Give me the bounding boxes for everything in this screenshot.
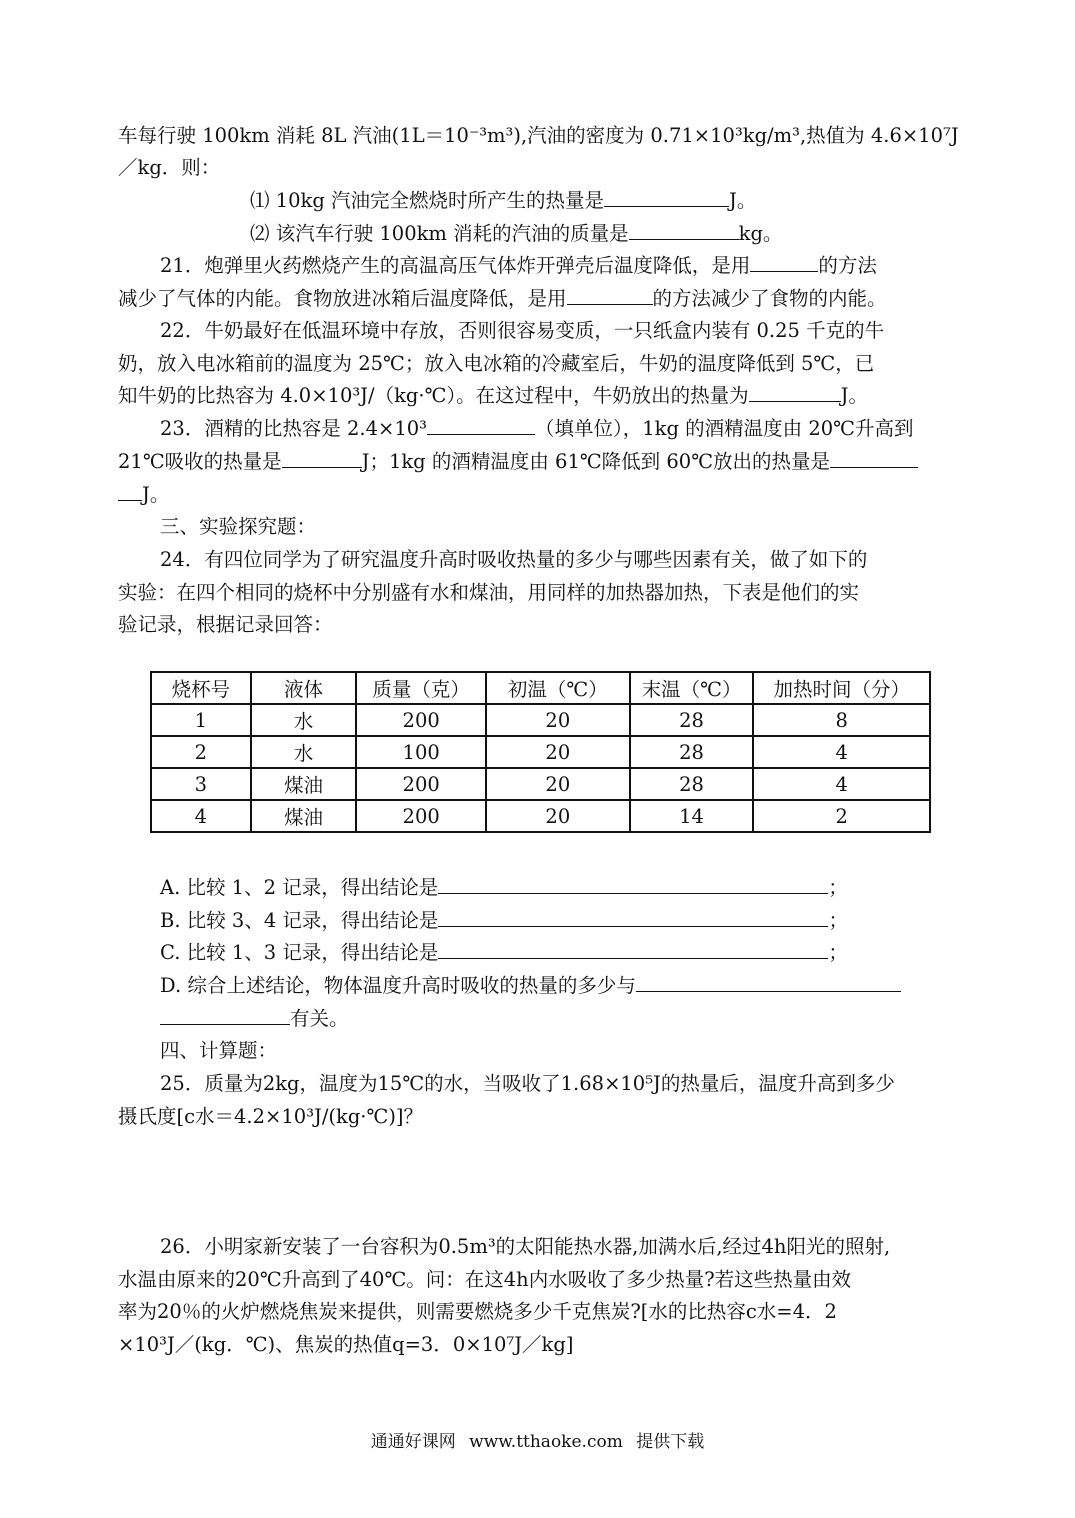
q20-intro-line-1: 车每行驶 100km 消耗 8L 汽油(1L＝10⁻³m³),汽油的密度为 0.71×10³kg/m³,热值为 4.6×10⁷J (118, 124, 959, 147)
table-cell: 20 (486, 768, 630, 800)
table-cell: 28 (630, 736, 754, 768)
table-cell: 3 (151, 768, 251, 800)
table-header: 末温（℃） (630, 672, 754, 704)
q22-line-3 (118, 381, 868, 411)
conclusion-d-text: D. 综合上述结论，物体温度升高时吸收的热量的多少与 (160, 974, 636, 997)
q21-blank-2[interactable] (567, 284, 653, 305)
conclusion-a-text: A. 比较 1、2 记录，得出结论是 (160, 876, 439, 899)
table-row (151, 768, 930, 800)
table-header: 液体 (251, 672, 357, 704)
q21-line-1 (160, 251, 877, 281)
q21-line-2 (118, 284, 887, 314)
table-cell: 14 (630, 800, 754, 832)
q26-line-4: ×10³J／(kg．℃)、焦炭的热值q=3．0×10⁷J／kg] (118, 1333, 574, 1356)
q24-line-3: 验记录，根据记录回答： (118, 613, 333, 636)
table-cell: 20 (486, 704, 630, 736)
table-row (151, 800, 930, 832)
table-cell: 2 (151, 736, 251, 768)
table-cell: 4 (151, 800, 251, 832)
table-cell: 100 (356, 736, 486, 768)
q21-text-4: 的方法减少了食物的内能。 (652, 287, 887, 310)
table-header-row (151, 672, 930, 704)
table-header: 加热时间（分） (753, 672, 930, 704)
q22-text: 知牛奶的比热容为 4.0×10³J/（kg·℃）。在这过程中，牛奶放出的热量为 (118, 384, 749, 407)
q26-line-1: 26．小明家新安装了一台容积为0.5m³的太阳能热水器,加满水后,经过4h阳光的照射, (160, 1235, 891, 1258)
q23-blank-3[interactable] (830, 447, 918, 468)
q24-line-2: 实验：在四个相同的烧杯中分别盛有水和煤油，用同样的加热器加热，下表是他们的实 (118, 581, 860, 604)
q23-blank-3-cont (118, 480, 142, 501)
q20-part-2 (250, 219, 782, 249)
conclusion-b-end: ； (828, 909, 848, 932)
footer-url[interactable]: www.tthaoke.com (469, 1432, 623, 1452)
q23-line-3 (118, 480, 169, 510)
conclusion-c-text: C. 比较 1、3 记录，得出结论是 (160, 941, 439, 964)
q25-line-1: 25．质量为2kg，温度为15℃的水，当吸收了1.68×10⁵J的热量后，温度升高到多少 (160, 1072, 895, 1095)
experiment-record-table (150, 671, 931, 833)
q23-unit: J。 (142, 483, 170, 506)
table-header: 质量（克） (356, 672, 486, 704)
q26-line-3: 率为20％的火炉燃烧焦炭来提供，则需要燃烧多少千克焦炭?[水的比热容c水=4．2 (118, 1300, 837, 1323)
table-row (151, 736, 930, 768)
table-cell: 水 (251, 736, 357, 768)
q23-blank-2[interactable] (282, 447, 362, 468)
conclusion-d-end: 有关。 (290, 1007, 349, 1030)
table-cell: 4 (753, 736, 930, 768)
conclusion-c (160, 938, 848, 968)
q21-text-3: 减少了气体的内能。食物放进冰箱后温度降低，是用 (118, 287, 567, 310)
q21-text-1: 21．炮弹里火药燃烧产生的高温高压气体炸开弹壳后温度降低，是用 (160, 254, 751, 277)
conclusion-a-blank[interactable] (438, 873, 828, 894)
table-row (151, 704, 930, 736)
q22-unit: J。 (840, 384, 868, 407)
q23-line-1 (160, 414, 913, 444)
table-cell: 200 (356, 768, 486, 800)
conclusion-c-end: ； (828, 941, 848, 964)
page-footer (0, 1427, 1075, 1452)
conclusion-b-text: B. 比较 3、4 记录，得出结论是 (160, 909, 439, 932)
section-3-heading: 三、实验探究题： (160, 515, 317, 538)
table-cell: 20 (486, 736, 630, 768)
section-4-heading: 四、计算题： (160, 1039, 278, 1062)
table-cell: 1 (151, 704, 251, 736)
table-cell: 4 (753, 768, 930, 800)
conclusion-b (160, 906, 848, 936)
table-cell: 2 (753, 800, 930, 832)
q21-text-2: 的方法 (818, 254, 877, 277)
conclusion-d-blank[interactable] (636, 971, 901, 992)
q21-blank-1[interactable] (750, 251, 818, 272)
q23-text-1: 23．酒精的比热容是 2.4×10³ (160, 417, 427, 440)
conclusion-b-blank[interactable] (438, 906, 828, 927)
q25-line-2: 摄氏度[c水＝4.2×10³J/(kg·℃)]？ (118, 1105, 424, 1128)
conclusion-c-blank[interactable] (438, 938, 828, 959)
conclusion-d-cont (160, 1004, 349, 1034)
q23-blank-1[interactable] (427, 414, 535, 435)
q23-text-2: （填单位），1kg 的酒精温度由 20℃升高到 (535, 417, 914, 440)
q22-blank[interactable] (749, 381, 841, 402)
q23-line-2 (118, 447, 918, 477)
table-cell: 8 (753, 704, 930, 736)
q24-line-1: 24．有四位同学为了研究温度升高时吸收热量的多少与哪些因素有关，做了如下的 (160, 548, 868, 571)
table-header: 烧杯号 (151, 672, 251, 704)
conclusion-d (160, 971, 901, 1001)
q20-part-2-blank[interactable] (629, 219, 739, 240)
table-cell: 28 (630, 768, 754, 800)
conclusion-a-end: ； (828, 876, 848, 899)
q23-text-3: 21℃吸收的热量是 (118, 450, 282, 473)
q22-line-1: 22．牛奶最好在低温环境中存放，否则很容易变质，一只纸盒内装有 0.25 千克的牛 (160, 319, 885, 342)
table-cell: 200 (356, 800, 486, 832)
table-cell: 煤油 (251, 768, 357, 800)
q20-part-2-unit: kg。 (738, 222, 783, 245)
q20-part-1 (250, 186, 756, 216)
q20-intro-line-2: ／kg．则： (118, 156, 221, 179)
q20-part-1-unit: J。 (729, 189, 757, 212)
q20-part-1-text: ⑴ 10kg 汽油完全燃烧时所产生的热量是 (250, 189, 605, 212)
q20-part-2-text: ⑵ 该汽车行驶 100km 消耗的汽油的质量是 (250, 222, 629, 245)
conclusion-d-blank-cont[interactable] (160, 1004, 290, 1025)
footer-note: 提供下载 (636, 1432, 705, 1452)
table-cell: 28 (630, 704, 754, 736)
conclusion-a (160, 873, 848, 903)
table-cell: 水 (251, 704, 357, 736)
q20-part-1-blank[interactable] (604, 186, 729, 207)
table-cell: 煤油 (251, 800, 357, 832)
table-cell: 200 (356, 704, 486, 736)
q22-line-2: 奶，放入电冰箱前的温度为 25℃；放入电冰箱的冷藏室后，牛奶的温度降低到 5℃，已 (118, 352, 875, 375)
q23-text-4: J；1kg 的酒精温度由 61℃降低到 60℃放出的热量是 (361, 450, 831, 473)
table-header: 初温（℃） (486, 672, 630, 704)
footer-site-name: 通通好课网 (370, 1432, 456, 1452)
q26-line-2: 水温由原来的20℃升高到了40℃。问：在这4h内水吸收了多少热量?若这些热量由效 (118, 1268, 852, 1291)
table-cell: 20 (486, 800, 630, 832)
